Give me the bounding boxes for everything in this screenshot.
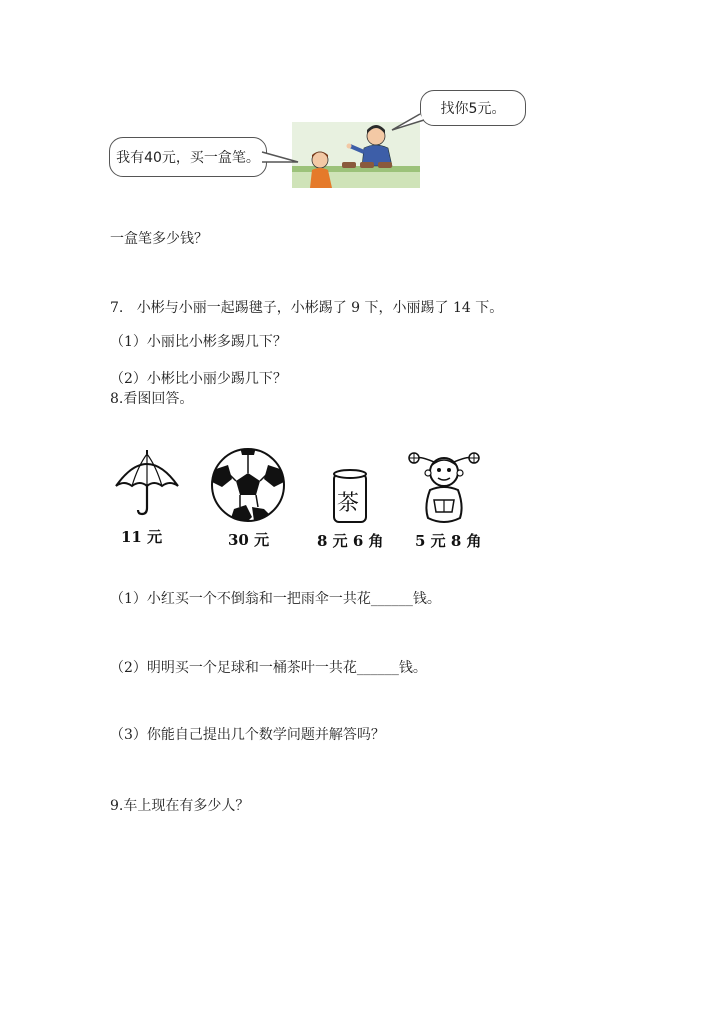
child-bubble-tail: [262, 148, 302, 168]
question-8-sub-3: （3）你能自己提出几个数学问题并解答吗？: [110, 727, 385, 743]
question-8-title: 8.看图回答。: [110, 391, 194, 407]
child-speech-bubble: [109, 137, 267, 177]
umbrella-icon: [112, 448, 182, 518]
tumbler-doll-icon: [406, 446, 482, 526]
soccer-ball-price: 30 元: [228, 531, 270, 549]
question-6-ask: 一盒笔多少钱？: [110, 231, 208, 247]
question-7-text: 7. 小彬与小丽一起踢毽子，小彬踢了 9 下，小丽踢了 14 下。: [110, 300, 504, 316]
soccer-ball-icon: [210, 447, 286, 523]
question-7-sub-1: （1）小丽比小彬多踢几下？: [110, 334, 287, 350]
seller-speech-text: 找你5元。: [440, 101, 506, 117]
child-speech-text: 我有40元，买一盒笔。: [116, 150, 260, 166]
seller-bubble-tail: [392, 112, 432, 134]
tumbler-doll-price: 5 元 8 角: [415, 532, 482, 550]
seller-speech-bubble: [420, 90, 526, 126]
question-9-title: 9.车上现在有多少人？: [110, 798, 250, 814]
question-8-sub-1: （1）小红买一个不倒翁和一把雨伞一共花______钱。: [110, 591, 441, 607]
tea-can-price: 8 元 6 角: [317, 532, 384, 550]
question-7-sub-2: （2）小彬比小丽少踢几下？: [110, 371, 287, 387]
tea-can-label: 茶: [337, 491, 360, 516]
question-8-sub-2: （2）明明买一个足球和一桶茶叶一共花______钱。: [110, 660, 427, 676]
umbrella-price: 11 元: [121, 528, 163, 546]
